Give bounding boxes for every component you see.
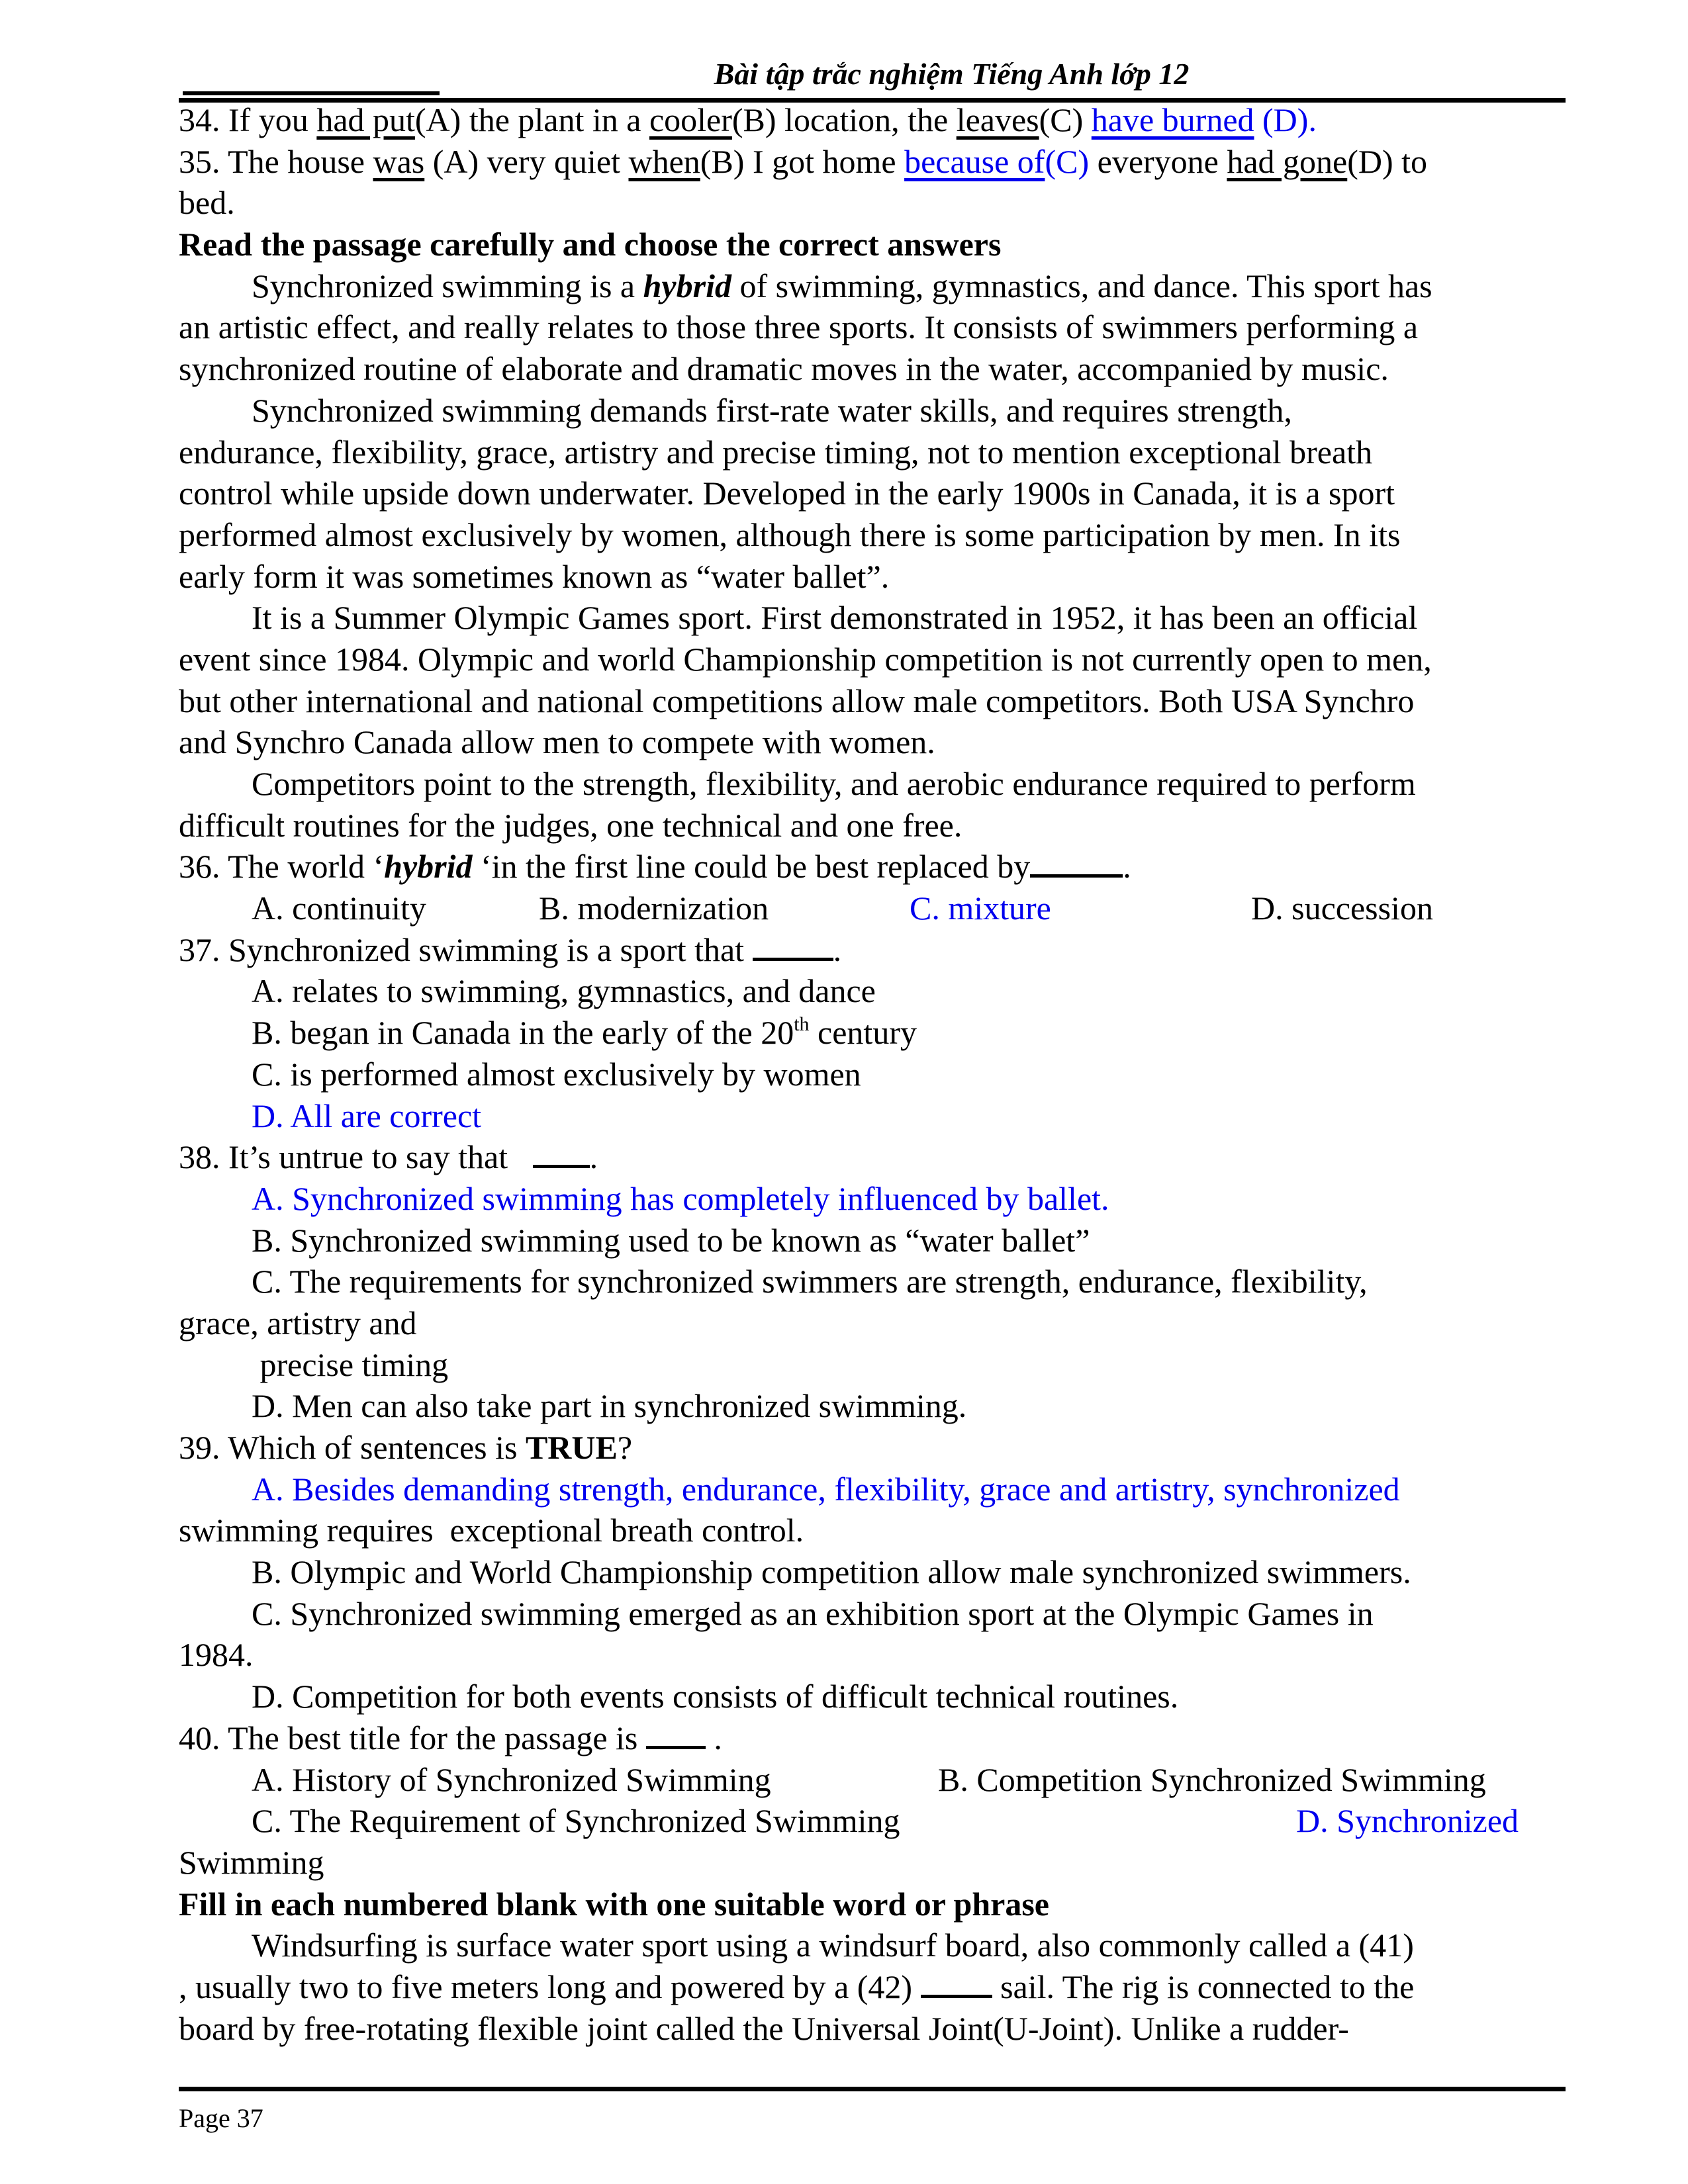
question-35	[179, 141, 1566, 183]
section-heading-reading: Read the passage carefully and choose the correct answers	[179, 226, 1002, 263]
q40-option-c: C. The Requirement of Synchronized Swimming	[252, 1802, 900, 1840]
question-36	[179, 846, 1566, 887]
question-stem: 37. Synchronized swimming is a sport that	[179, 931, 753, 968]
passage-line: difficult routines for the judges, one technical and one free.	[179, 806, 962, 844]
q36-options	[179, 887, 1566, 929]
answer-blank	[1030, 848, 1123, 878]
keyword-hybrid: hybrid	[643, 267, 731, 304]
emphasis-true: TRUE	[525, 1429, 618, 1466]
q37-option-d-answer: D. All are correct	[252, 1097, 482, 1134]
q39-option-c-continuation: 1984.	[179, 1636, 254, 1674]
q35-text: everyone	[1089, 142, 1227, 180]
question-stem: 36. The world ‘	[179, 848, 385, 886]
keyword-hybrid: hybrid	[384, 848, 473, 886]
passage-line: an artistic effect, and really relates to those three sports. It consists of swimmers performing a	[179, 308, 1419, 346]
q39-option-a-answer: A. Besides demanding strength, endurance, flexibility, grace and artistry, synchronized	[252, 1470, 1400, 1508]
header-short-rule	[183, 91, 440, 95]
q38-option-d: D. Men can also take part in synchronized swimming.	[252, 1387, 967, 1425]
q39-option-a-continuation: swimming requires exceptional breath control.	[179, 1512, 804, 1549]
option-text: B. began in Canada in the early of the 20	[252, 1014, 794, 1052]
passage-text: Synchronized swimming is a	[252, 267, 643, 304]
passage-2-line: board by free-rotating flexible joint called the Universal Joint(U-Joint). Unlike a rudder-	[179, 2009, 1349, 2047]
q36-option-c-answer: C. mixture	[910, 889, 1051, 927]
q35-option-d: had gone	[1227, 142, 1348, 180]
q35-text: (A) very quiet	[424, 142, 629, 180]
q39-option-b: B. Olympic and World Championship competition allow male synchronized swimmers.	[252, 1553, 1411, 1591]
question-stem: 38. It’s untrue to say that	[179, 1138, 533, 1176]
q38-option-a-answer: A. Synchronized swimming has completely influenced by ballet.	[252, 1179, 1109, 1217]
header-title: Bài tập trắc nghiệm Tiếng Anh lớp 12	[714, 57, 1190, 91]
question-stem: 40. The best title for the passage is	[179, 1719, 646, 1756]
passage-line: synchronized routine of elaborate and dramatic moves in the water, accompanied by music.	[179, 350, 1389, 388]
passage-2-line: Windsurfing is surface water sport using a windsurf board, also commonly called a (41)	[252, 1927, 1414, 1964]
q38-option-c: C. The requirements for synchronized swimmers are strength, endurance, flexibility,	[252, 1263, 1368, 1300]
q37-option-b	[179, 1012, 1566, 1054]
q34-text: (C)	[1039, 101, 1092, 138]
passage-line: endurance, flexibility, grace, artistry and precise timing, not to mention exceptional breath	[179, 433, 1373, 471]
q34-option-b: cooler	[649, 101, 732, 138]
q36-option-d: D. succession	[1251, 889, 1433, 927]
passage-line: event since 1984. Olympic and world Championship competition is not currently open to men,	[179, 640, 1432, 678]
q39-option-d: D. Competition for both events consists of difficult technical routines.	[252, 1678, 1179, 1715]
question-stem: .	[833, 931, 842, 968]
passage-line: and Synchro Canada allow men to compete with women.	[179, 723, 935, 761]
document-body	[179, 99, 1566, 2049]
question-stem: .	[1123, 848, 1131, 886]
q40-option-a: A. History of Synchronized Swimming	[252, 1760, 771, 1798]
passage-1-paragraph-3: It is a Summer Olympic Games sport. First demonstrated in 1952, it has been an official	[252, 599, 1418, 637]
q40-option-d-continuation: Swimming	[179, 1843, 324, 1881]
question-stem: ?	[617, 1429, 633, 1466]
passage-text: of swimming, gymnastics, and dance. This sport has	[731, 267, 1432, 304]
q39-option-c: C. Synchronized swimming emerged as an exhibition sport at the Olympic Games in	[252, 1594, 1374, 1632]
question-39	[179, 1427, 1566, 1469]
answer-blank	[646, 1719, 706, 1749]
q37-option-c: C. is performed almost exclusively by women	[252, 1055, 861, 1093]
q35-text: (D) to	[1347, 142, 1428, 180]
page-header	[179, 46, 1566, 99]
q35-option-c-answer: because of	[904, 142, 1045, 180]
question-34-number: 34. If you	[179, 101, 317, 138]
section-heading-fill-in: Fill in each numbered blank with one suitable word or phrase	[179, 1885, 1049, 1923]
question-stem: .	[589, 1138, 598, 1176]
ordinal-suffix: th	[794, 1013, 810, 1036]
q35-option-b: when	[628, 142, 700, 180]
q38-option-c-continuation: grace, artistry and	[179, 1304, 417, 1342]
q40-options-row-1	[179, 1759, 1566, 1801]
passage-2-line	[179, 1966, 1566, 2008]
passage-1-paragraph-1	[179, 265, 1566, 307]
q35-continuation: bed.	[179, 184, 235, 222]
q40-options-row-2	[179, 1800, 1566, 1842]
q38-option-c-continuation: precise timing	[252, 1345, 449, 1383]
footer-rule	[179, 2087, 1566, 2091]
q34-text: (B) location, the	[731, 101, 957, 138]
question-40	[179, 1717, 1566, 1759]
question-37	[179, 929, 1566, 971]
q37-option-a: A. relates to swimming, gymnastics, and dance	[252, 972, 876, 1010]
q34-text: (A) the plant in a	[414, 101, 649, 138]
question-38	[179, 1136, 1566, 1178]
question-stem: 39. Which of sentences is	[179, 1429, 526, 1466]
q36-option-a: A. continuity	[252, 889, 426, 927]
q35-option-c-label: (C)	[1045, 142, 1090, 180]
answer-blank	[533, 1138, 590, 1168]
passage-line: but other international and national competitions allow male competitors. Both USA Synchro	[179, 682, 1415, 719]
q35-text: (B) I got home	[700, 142, 905, 180]
passage-text: , usually two to five meters long and powered by a (42)	[179, 1968, 921, 2005]
option-text: century	[809, 1014, 917, 1052]
q34-option-d-label: (D).	[1254, 101, 1317, 138]
answer-blank-42	[921, 1968, 992, 1998]
passage-1-paragraph-4: Competitors point to the strength, flexibility, and aerobic endurance required to perform	[252, 765, 1416, 802]
question-stem: ‘in the first line could be best replaced by	[472, 848, 1031, 886]
question-35-number: 35. The house	[179, 142, 373, 180]
question-stem: .	[705, 1719, 722, 1756]
q35-option-a: was	[373, 142, 425, 180]
passage-text: sail. The rig is connected to the	[992, 1968, 1415, 2005]
q40-option-d-answer: D. Synchronized	[1296, 1802, 1519, 1840]
q34-option-d-answer: have burned	[1091, 101, 1254, 138]
passage-1-paragraph-2: Synchronized swimming demands first-rate water skills, and requires strength,	[252, 391, 1292, 429]
passage-line: control while upside down underwater. Developed in the early 1900s in Canada, it is a sport	[179, 475, 1395, 512]
passage-line: performed almost exclusively by women, although there is some participation by men. In its	[179, 516, 1401, 553]
q36-option-b: B. modernization	[539, 889, 769, 927]
q38-option-b: B. Synchronized swimming used to be known as “water ballet”	[252, 1221, 1090, 1259]
q34-option-c: leaves	[956, 101, 1039, 138]
answer-blank	[753, 931, 833, 961]
question-34	[179, 99, 1566, 141]
passage-line: early form it was sometimes known as “water ballet”.	[179, 557, 890, 595]
page-number: Page 37	[179, 2103, 263, 2133]
q40-option-b: B. Competition Synchronized Swimming	[938, 1760, 1486, 1798]
q34-option-a: had put	[316, 101, 415, 138]
